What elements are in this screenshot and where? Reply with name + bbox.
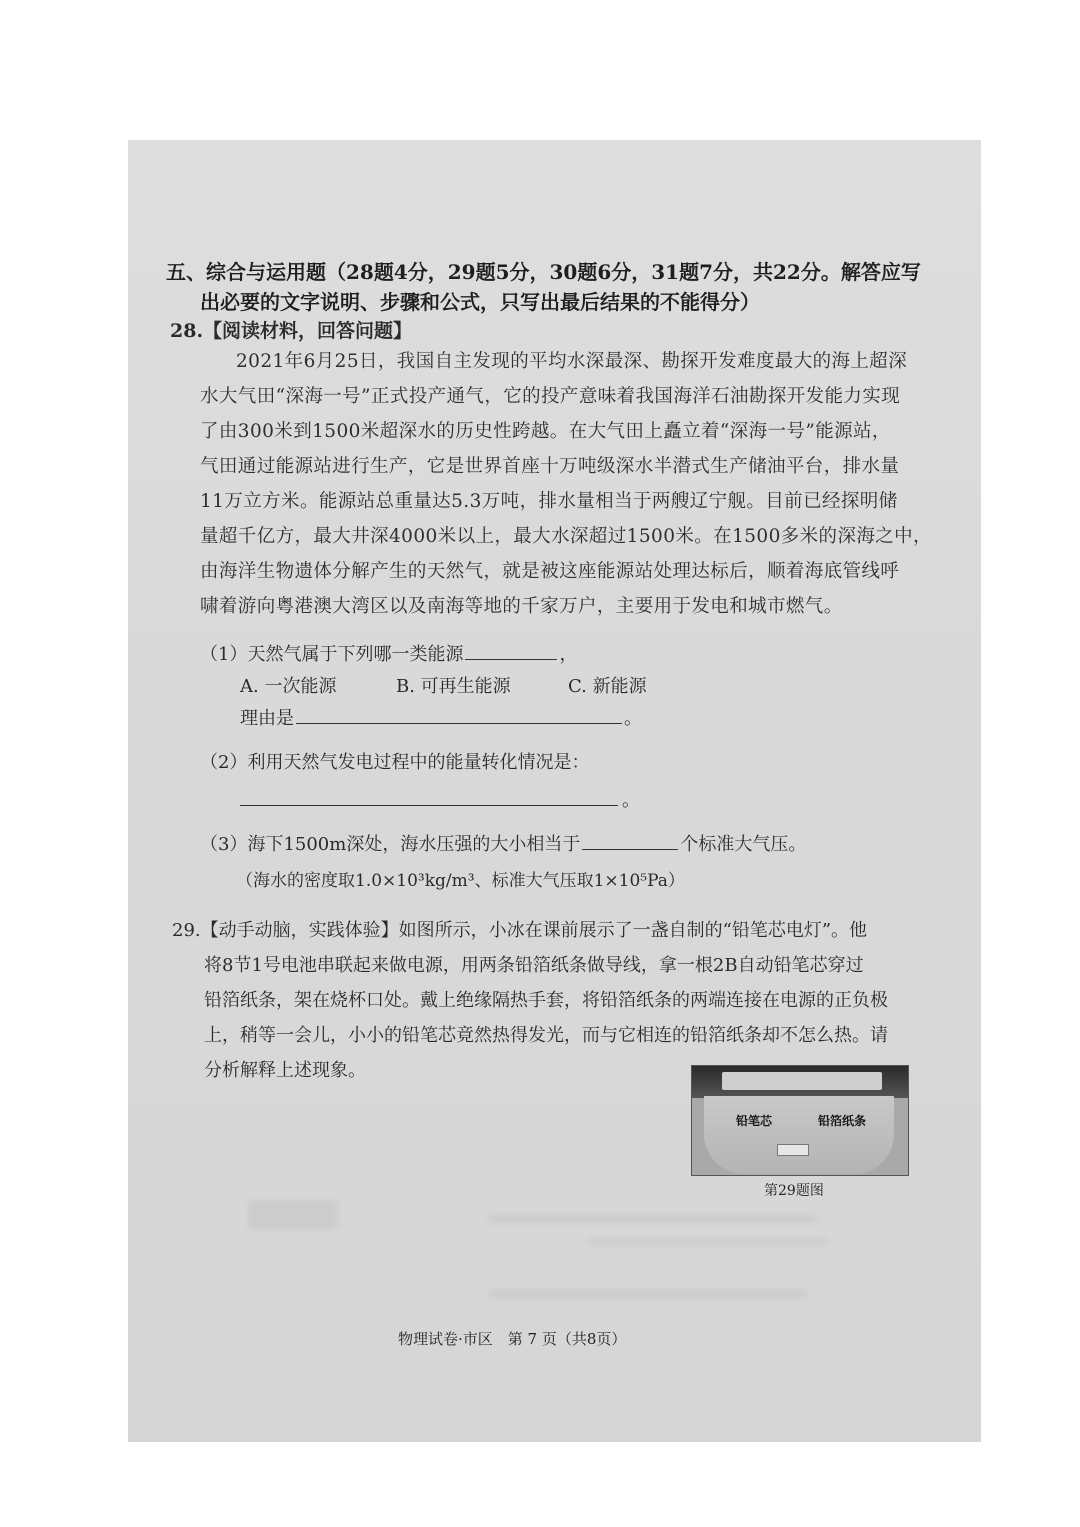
q28-sub3 — [200, 830, 806, 856]
q29-line: 29.【动手动脑，实践体验】如图所示，小冰在课前展示了一盏自制的“铅笔芯电灯”。他 — [172, 920, 868, 941]
bleed-through-smudge — [488, 1290, 808, 1298]
q28-passage-line: 量超千亿方，最大井深4000米以上，最大水深超过1500米。在1500多米的深海之中， — [200, 526, 932, 547]
q28-passage-line: 2021年6月25日，我国自主发现的平均水深最深、勘探开发难度最大的海上超深 — [236, 351, 908, 372]
q28-sub3-text: （3）海下1500m深处，海水压强的大小相当于 — [200, 834, 581, 855]
option-a: A. 一次能源 — [240, 676, 337, 697]
figure-label-foil: 铅箔纸条 — [818, 1114, 867, 1128]
figure-caption: 第29题图 — [764, 1183, 824, 1199]
reason-label: 理由是 — [240, 708, 294, 729]
answer-blank[interactable] — [296, 722, 622, 724]
q29-line: 铅箔纸条，架在烧杯口处。戴上绝缘隔热手套，将铅箔纸条的两端连接在电源的正负极 — [204, 990, 888, 1011]
figure-label-pencil: 铅笔芯 — [736, 1114, 773, 1128]
q29-figure — [691, 1065, 909, 1176]
q28-passage-line: 气田通过能源站进行生产，它是世界首座十万吨级深水半潜式生产储油平台，排水量 — [200, 456, 900, 477]
answer-blank[interactable] — [240, 805, 618, 806]
q28-reason — [240, 704, 642, 730]
q28-sub2: （2）利用天然气发电过程中的能量转化情况是： — [200, 752, 590, 773]
exam-sheet — [128, 140, 981, 1442]
q28-sub1 — [200, 640, 577, 666]
figure-pencil-lead — [777, 1144, 809, 1156]
q28-sub2-end: 。 — [622, 790, 640, 811]
q28-sub3-note: （海水的密度取1.0×10³kg/m³、标准大气压取1×10⁵Pa） — [236, 871, 685, 891]
reason-end: 。 — [624, 708, 642, 729]
q28-sub1-text: （1）天然气属于下列哪一类能源 — [200, 644, 464, 665]
q29-line: 上，稍等一会儿，小小的铅笔芯竟然热得发光，而与它相连的铅箔纸条却不怎么热。请 — [204, 1025, 888, 1046]
q29-line: 将8节1号电池串联起来做电源，用两条铅箔纸条做导线，拿一根2B自动铅笔芯穿过 — [204, 955, 864, 976]
section-heading-line2: 出必要的文字说明、步骤和公式，只写出最后结果的不能得分） — [200, 290, 760, 314]
q28-passage-line: 水大气田“深海一号”正式投产通气，它的投产意味着我国海洋石油勘探开发能力实现 — [200, 386, 901, 407]
section-heading-line1: 五、综合与运用题（28题4分，29题5分，30题6分，31题7分，共22分。解答应写 — [166, 260, 921, 284]
bleed-through-smudge — [248, 1200, 338, 1230]
q29-line: 分析解释上述现象。 — [204, 1060, 366, 1081]
bleed-through-smudge — [588, 1238, 828, 1246]
page-footer: 物理试卷·市区 第 7 页（共8页） — [398, 1330, 627, 1348]
figure-beaker — [704, 1096, 894, 1174]
q28-title: 28.【阅读材料，回答问题】 — [170, 320, 413, 342]
answer-blank[interactable] — [582, 848, 678, 850]
q28-passage-line: 啸着游向粤港澳大湾区以及南海等地的千家万户，主要用于发电和城市燃气。 — [200, 596, 843, 617]
q28-passage-line: 由海洋生物遗体分解产生的天然气，就是被这座能源站处理达标后，顺着海底管线呼 — [200, 561, 900, 582]
bleed-through-smudge — [488, 1215, 818, 1223]
q28-sub1-end: ， — [559, 644, 578, 665]
option-c: C. 新能源 — [568, 676, 647, 697]
q28-sub3-text-end: 个标准大气压。 — [680, 834, 807, 855]
q28-passage-line: 了由300米到1500米超深水的历史性跨越。在大气田上矗立着“深海一号”能源站， — [200, 421, 891, 442]
answer-blank[interactable] — [465, 658, 557, 660]
q28-passage-line: 11万立方米。能源站总重量达5.3万吨，排水量相当于两艘辽宁舰。目前已经探明储 — [200, 491, 898, 512]
figure-beaker-rim — [722, 1072, 882, 1090]
option-b: B. 可再生能源 — [396, 676, 511, 697]
